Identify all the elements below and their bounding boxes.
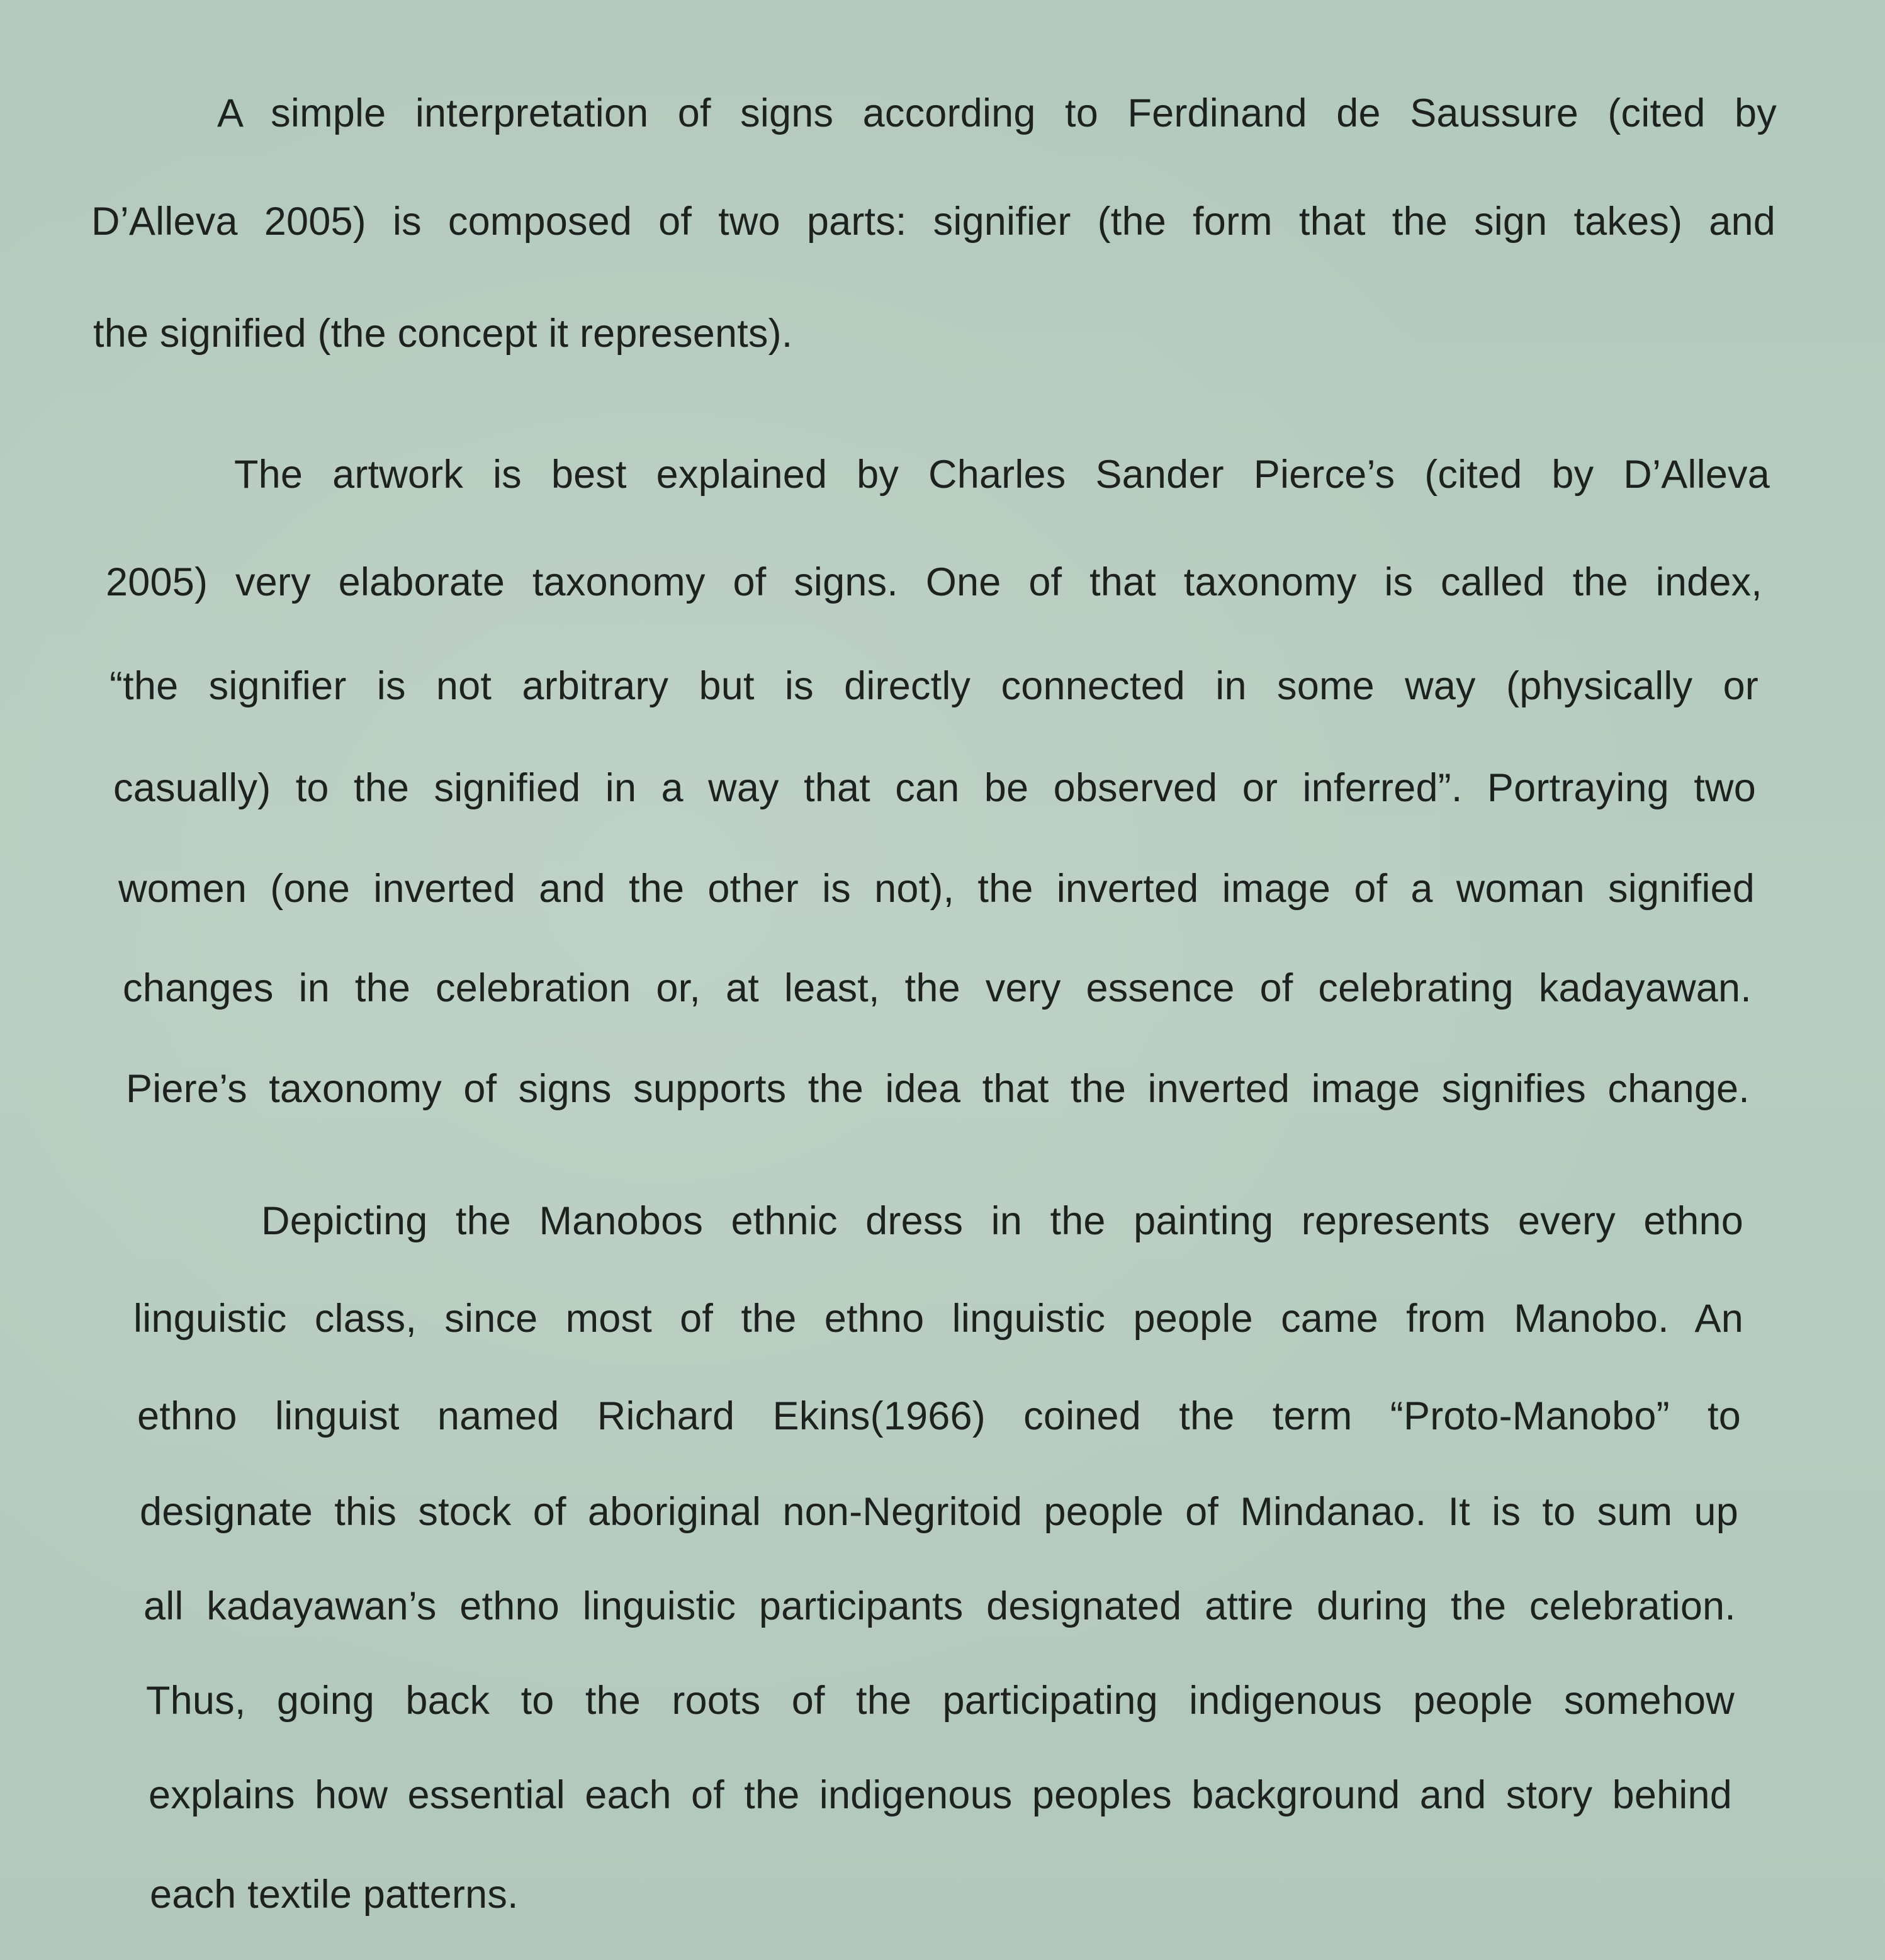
paragraph-1-line-2: D’Alleva 2005) is composed of two parts: signifier (the form that the sign takes) and: [91, 200, 1775, 244]
paragraph-1-line-3: the signified (the concept it represents).: [93, 312, 793, 356]
paragraph-3-line-1: Depicting the Manobos ethnic dress in the painting represents every ethno: [261, 1199, 1743, 1243]
paragraph-3-line-8: each textile patterns.: [150, 1873, 519, 1917]
paragraph-2-line-3: “the signifier is not arbitrary but is directly connected in some way (physically or: [110, 664, 1758, 708]
paragraph-3-line-7: explains how essential each of the indigenous peoples background and story behind: [149, 1773, 1732, 1817]
paragraph-2-line-5: women (one inverted and the other is not), the inverted image of a woman signified: [118, 867, 1755, 911]
paragraph-3-line-3: ethno linguist named Richard Ekins(1966) coined the term “Proto-Manobo” to: [137, 1394, 1741, 1438]
paragraph-3-line-5: all kadayawan’s ethno linguistic participants designated attire during the celebration.: [143, 1584, 1736, 1628]
paragraph-2-line-6: changes in the celebration or, at least, the very essence of celebrating kadayawan.: [123, 966, 1752, 1010]
paragraph-3-line-4: designate this stock of aboriginal non-Negritoid people of Mindanao. It is to sum up: [140, 1490, 1738, 1534]
paragraph-2-line-1: The artwork is best explained by Charles Sander Pierce’s (cited by D’Alleva: [234, 453, 1770, 497]
paragraph-2-line-7: Piere’s taxonomy of signs supports the idea that the inverted image signifies change.: [126, 1067, 1750, 1111]
paragraph-1-line-1: A simple interpretation of signs according to Ferdinand de Saussure (cited by: [217, 91, 1777, 135]
paragraph-2-line-4: casually) to the signified in a way that can be observed or inferred”. Portraying two: [113, 766, 1756, 810]
paragraph-2-line-2: 2005) very elaborate taxonomy of signs. One of that taxonomy is called the index,: [106, 560, 1762, 604]
paragraph-3-line-2: linguistic class, since most of the ethno linguistic people came from Manobo. An: [133, 1297, 1743, 1341]
paragraph-3-line-6: Thus, going back to the roots of the participating indigenous people somehow: [146, 1679, 1735, 1723]
